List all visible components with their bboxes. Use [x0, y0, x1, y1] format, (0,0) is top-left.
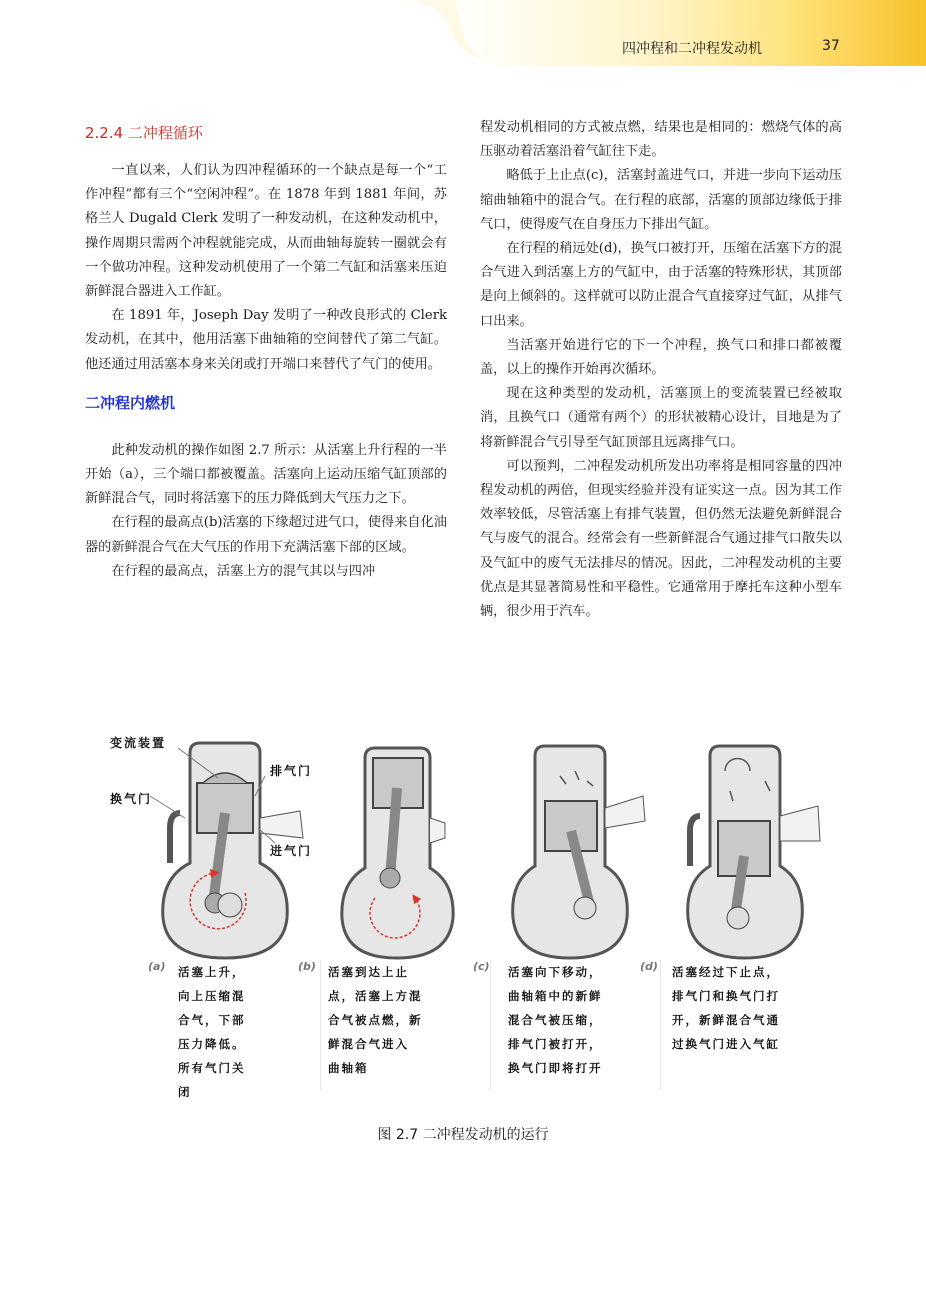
- engine-d: [688, 746, 820, 958]
- panel-c-letter: (c): [473, 960, 490, 973]
- header-band: [0, 0, 926, 66]
- panel-d-letter: (d): [640, 960, 658, 973]
- right-column: [480, 116, 842, 624]
- divider: [660, 960, 661, 1090]
- engine-b: [342, 748, 453, 958]
- label-deflector: 变流装置: [110, 736, 167, 750]
- label-transfer: 换气门: [110, 792, 153, 806]
- divider: [320, 960, 321, 1090]
- subsection-heading: 二冲程内燃机: [85, 393, 176, 412]
- panel-b-caption: 活塞到达上止 点，活塞上方混 合气被点燃，新 鲜混合气进入 曲轴箱: [328, 965, 423, 1075]
- paragraph: 在行程的最高点，活塞上方的混气其以与四冲: [111, 563, 376, 579]
- paragraph: 程发动机相同的方式被点燃，结果也是相同的：燃烧气体的高压驱动着活塞沿着气缸往下走。: [480, 120, 842, 160]
- panel-a-letter: (a): [148, 960, 166, 973]
- paragraph: 略低于上止点(c)，活塞封盖进气口，并进一步向下运动压缩曲轴箱中的混合气。在行程的底部，活塞的顶部边缘低于排气口，使得废气在自身压力下排出气缸。: [480, 168, 842, 232]
- panel-c-caption: 活塞向下移动， 曲轴箱中的新鲜 混合气被压缩， 排气门被打开， 换气门即将打开: [508, 965, 603, 1075]
- panel-b-letter: (b): [298, 960, 316, 973]
- panel-d-caption: 活塞经过下止点， 排气门和换气门打 开，新鲜混合气通 过换气门进入气缸: [672, 965, 780, 1051]
- left-column: [85, 116, 447, 584]
- paragraph: 在 1891 年，Joseph Day 发明了一种改良形式的 Clerk 发动机，在其中，他用活塞下曲轴箱的空间替代了第二气缸。他还通过用活塞本身来关闭或打开端口来替代了气门的使用。: [85, 308, 447, 372]
- engine-diagrams: [100, 728, 840, 968]
- paragraph: 现在这种类型的发动机，活塞顶上的变流装置已经被取消，且换气口（通常有两个）的形状被精心设计，目地是为了将新鲜混合气引导至气缸顶部且远离排气口。: [480, 386, 842, 450]
- panel-a-caption: 活塞上升， 向上压缩混 合气，下部 压力降低。 所有气门关 闭: [178, 965, 246, 1099]
- running-header: 四冲程和二冲程发动机: [622, 41, 762, 57]
- label-exhaust: 排气门: [270, 764, 313, 778]
- section-heading: 2.2.4 二冲程循环: [85, 124, 203, 142]
- paragraph: 此种发动机的操作如图 2.7 所示：从活塞上升行程的一半开始（a），三个端口都被覆盖。活塞向上运动压缩气缸顶部的新鲜混合气，同时将活塞下的压力降低到大气压力之下。: [85, 442, 447, 507]
- divider: [490, 960, 491, 1090]
- paragraph: 在行程的最高点(b)活塞的下缘超过进气口，使得来自化油器的新鲜混合气在大气压的作用下充满活塞下部的区域。: [85, 515, 447, 555]
- figure-caption: 图 2.7 二冲程发动机的运行: [377, 1127, 549, 1143]
- paragraph: 一直以来，人们认为四冲程循环的一个缺点是每一个“工作冲程”都有三个“空闲冲程”。在 1878 年到 1881 年间，苏格兰人 Dugald Clerk 发明了一种发动机，在这种发动机中，操作周期只需两个冲程就能完成，从而曲轴每旋转一圈就会有一个做功冲程。这种发动机使用了一个第二气缸和活塞来压迫新鲜混合器进入工作缸。: [85, 163, 447, 300]
- page-number: 37: [822, 38, 840, 54]
- paragraph: 可以预判，二冲程发动机所发出功率将是相同容量的四冲程发动机的两倍，但现实经验并没有证实这一点。因为其工作效率较低，尽管活塞上有排气装置，但仍然无法避免新鲜混合气与废气的混合。经常会有一些新鲜混合气通过排气口散失以及气缸中的废气无法排尽的情况。因此，二冲程发动机的主要优点是其显著简易性和平稳性。它通常用于摩托车这种小型车辆，很少用于汽车。: [480, 458, 842, 620]
- paragraph: 当活塞开始进行它的下一个冲程，换气口和排口都被覆盖，以上的操作开始再次循环。: [480, 337, 842, 378]
- label-intake: 进气门: [270, 844, 313, 858]
- engine-figure: [100, 728, 840, 1108]
- paragraph: 在行程的稍远处(d)，换气口被打开，压缩在活塞下方的混合气进入到活塞上方的气缸中，由于活塞的特殊形状，其顶部是向上倾斜的。这样就可以防止混合气直接穿过气缸，从排气口出来。: [480, 241, 842, 329]
- engine-c: [513, 746, 645, 958]
